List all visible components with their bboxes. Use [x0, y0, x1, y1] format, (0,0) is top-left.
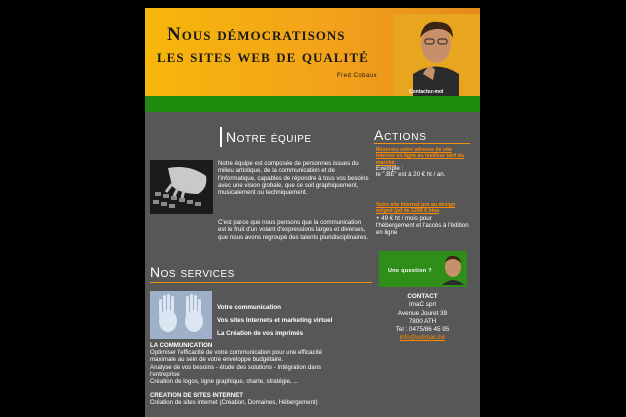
header-title-line2: les sites web de qualité — [157, 46, 369, 66]
websites-line: Création de sites internet (Création, Domaines, Hébergement) — [150, 399, 318, 407]
contact-street: Avenue Jouret 39 — [397, 309, 448, 317]
contact-email-link[interactable]: info@edimac.be — [399, 334, 446, 342]
contact-city: 7800 ATH — [408, 317, 437, 325]
communication-line-2: maximale au sein de votre enveloppe budgétaire. — [150, 356, 284, 364]
hands-image — [150, 291, 212, 339]
service-item-3[interactable]: La Création de vos imprimés — [217, 330, 304, 337]
team-paragraph-1: Notre équipe est composée de personnes issues du milieu artistique, de la communication et de l'informatique, capables de répondre à tous vos besoins avec une vision globale, que ce soit graphiquement, musicalement ou techniquement. — [218, 160, 369, 197]
communication-line-3: Analyse de vos besoins - étude des solutions - Intégration dans — [150, 363, 322, 371]
nav-bar — [145, 96, 480, 112]
contact-block — [370, 293, 475, 343]
question-portrait — [439, 253, 466, 285]
actions-title: Actions — [374, 127, 427, 143]
team-paragraph-2: C'est parce que nous pensons que la communication est le fruit d'un volant d'expressions larges et diverses, que nous avons regroupé des talents pluridisciplinaires. — [218, 219, 369, 241]
question-label: Une question ? — [388, 268, 432, 274]
portrait-photo[interactable] — [393, 14, 480, 96]
actions-rule — [374, 143, 470, 144]
offer-1-link[interactable]: Réservez votre adresse de site Internet en ligne au meilleur tarif du marché. — [376, 147, 464, 166]
service-item-1[interactable]: Votre communication — [217, 304, 281, 311]
team-title: Notre équipe — [226, 129, 312, 145]
header-title-line1: Nous démocratisons — [167, 24, 346, 45]
communication-line-1: Optimiser l'efficacité de votre communication pour une efficacité — [150, 349, 322, 357]
header-banner — [145, 8, 480, 96]
photo-caption[interactable]: Contactez-moi — [409, 89, 444, 95]
offer-1-block — [376, 147, 471, 178]
service-item-2[interactable]: Vos sites Internets et marketing virtuel — [217, 317, 333, 324]
communication-line-5: Création de logos, ligne graphique, charte, stratégie, ... — [150, 378, 299, 386]
services-title: Nos services — [150, 264, 235, 280]
communication-section — [150, 342, 375, 385]
offer-2-link[interactable]: Votre site Internet pro au design soigné (pd de 1290 € htva — [376, 202, 456, 215]
offer-2-text: + 49 € ht / mois pour l'hébergement et l'accès à l'édition en ligne — [376, 214, 469, 237]
team-title-separator — [220, 127, 222, 147]
contact-phone: Tel : 0475/86 45 95 — [395, 326, 450, 334]
contact-title: CONTACT — [407, 293, 438, 300]
communication-line-4: l'entreprise — [150, 370, 180, 378]
websites-heading: CREATION DE SITES INTERNET — [150, 392, 243, 399]
communication-heading: LA COMMUNICATION — [150, 342, 213, 349]
offer-2-block — [376, 202, 471, 236]
offer-1-example-label: Exemple : — [376, 164, 404, 172]
offer-1-example: le ".BE" est à 20 € ht / an. — [376, 171, 446, 179]
header-author: Fred Cobaux — [337, 73, 378, 79]
page-container — [145, 8, 480, 417]
keyboard-hand-image — [150, 160, 213, 214]
services-rule — [150, 282, 372, 283]
contact-company: ImaC sprl — [409, 301, 436, 309]
websites-section — [150, 392, 375, 406]
question-button[interactable] — [379, 251, 467, 287]
